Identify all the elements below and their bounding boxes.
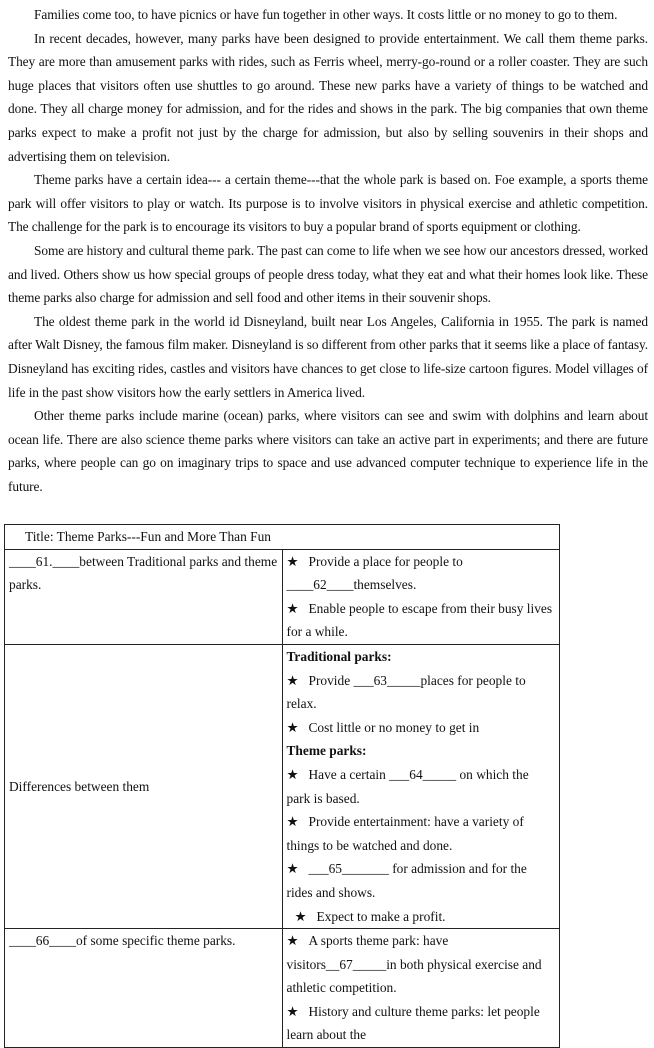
passage-paragraph: In recent decades, however, many parks have been designed to provide entertainment. We call them theme parks. They are more than amusement parks with rides, such as Ferris wheel, merry-go-round or a roller coaster. They are such huge places that visitors often use shuttles to go around. These new parks have a variety of things to be watched and done. They all charge money for admission, and for the rides and shows in the park. The big companies that own theme parks expect to make a profit not just by the charge for admission, but also by selling souvenirs in their shops and advertising them on television. <box>8 30 648 164</box>
bullet-line: ★ History and culture theme parks: let people learn about the <box>287 1000 556 1047</box>
row-label-differences: Differences between them <box>5 644 283 928</box>
bullet-line: ★ ___65_______ for admission and for the rides and shows. <box>287 857 556 904</box>
passage-paragraph: Families come too, to have picnics or have fun together in other ways. It costs little or no money to go to them. <box>34 7 618 22</box>
table-row <box>5 549 560 644</box>
bullet-line: ★ Provide a place for people to ____62____themselves. <box>287 550 556 597</box>
star-icon: ★ <box>294 908 307 924</box>
bullet-line: ★ Have a certain ___64_____ on which the park is based. <box>287 763 556 810</box>
star-icon: ★ <box>286 1003 299 1019</box>
table-row <box>5 929 560 1048</box>
star-icon: ★ <box>286 553 299 569</box>
reading-passage <box>8 3 648 498</box>
bullet-line: ★ Provide ___63_____places for people to relax. <box>287 669 556 716</box>
passage-paragraph: Other theme parks include marine (ocean) parks, where visitors can see and swim with dolphins and learn about ocean life. There are also science theme parks where visitors can take an active part in experiments; and there are future parks, where people can go on imaginary trips to space and use advanced computer technique to experience life in the future. <box>8 408 648 494</box>
theme-parks-heading: Theme parks: <box>286 743 367 759</box>
bullet-line: ★ Enable people to escape from their busy lives for a while. <box>287 597 556 644</box>
table-title-row <box>5 525 560 550</box>
star-icon: ★ <box>286 719 299 735</box>
row-content <box>282 929 560 1048</box>
bullet-line: ★ Cost little or no money to get in <box>287 716 556 740</box>
passage-paragraph: Theme parks have a certain idea--- a certain theme---that the whole park is based on. Foe example, a sports theme park will offer visitors to play or watch. Its purpose is to involve visitors in physical exercise and athletic competition. The challenge for the park is to encourage its visitors to buy a popular brand of sports equipment or clothing. <box>8 172 648 235</box>
table-title: Title: Theme Parks---Fun and More Than Fun <box>5 525 560 550</box>
row-content <box>282 549 560 644</box>
star-icon: ★ <box>286 814 299 830</box>
table-row <box>5 644 560 928</box>
traditional-parks-heading: Traditional parks: <box>286 648 392 664</box>
star-icon: ★ <box>286 933 299 949</box>
star-icon: ★ <box>286 600 299 616</box>
row-label-features: ____66____of some specific theme parks. <box>5 929 283 1048</box>
summary-table <box>4 524 560 1048</box>
passage-paragraph: The oldest theme park in the world id Disneyland, built near Los Angeles, California in 1955. The park is named after Walt Disney, the famous film maker. Disneyland is so different from other parks that it seems like a place of fantasy. Disneyland has exciting rides, castles and visitors have chances to get close to life-size cartoon figures. Model villages of life in the past show visitors how the early settlers in America lived. <box>8 313 648 400</box>
bullet-line: ★ Expect to make a profit. <box>287 905 556 929</box>
star-icon: ★ <box>286 672 299 688</box>
row-label-similarities: ____61.____between Traditional parks and theme parks. <box>5 549 283 644</box>
bullet-line: ★ Provide entertainment: have a variety of things to be watched and done. <box>287 810 556 857</box>
star-icon: ★ <box>286 766 299 782</box>
row-content <box>282 644 560 928</box>
passage-paragraph: Some are history and cultural theme park. The past can come to life when we see how our ancestors dressed, worked and lived. Others show us how special groups of people dress today, what they eat and what their homes look like. These theme parks also charge for admission and sell food and other items in their souvenir shops. <box>8 242 648 306</box>
bullet-line: ★ A sports theme park: have visitors__67_____in both physical exercise and athletic competition. <box>287 929 556 1000</box>
star-icon: ★ <box>286 861 299 877</box>
